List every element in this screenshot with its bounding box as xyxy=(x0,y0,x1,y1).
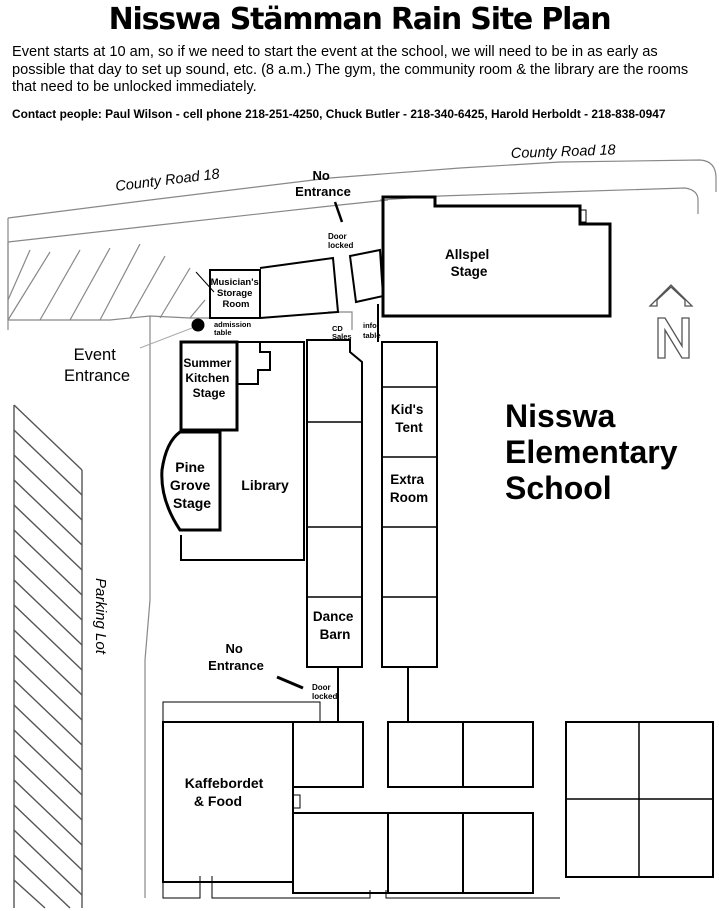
bottom-outline xyxy=(163,702,320,722)
door-locked-top-label: Door locked xyxy=(328,232,354,250)
door-block xyxy=(350,250,383,302)
extra-room-label: Extra Room xyxy=(389,472,429,505)
musicians-storage-label: Musician's Storage Room xyxy=(210,277,259,310)
event-entrance-label: Event Entrance xyxy=(63,346,131,385)
school-name-label: Nisswa Elementary School xyxy=(505,398,678,506)
pine-grove-label: Pine Grove Stage xyxy=(169,459,212,511)
allspel-stage-label: Allspel Stage xyxy=(444,247,490,279)
county-road-right-label: County Road 18 xyxy=(510,142,616,162)
parking-lot-label: Parking Lot xyxy=(92,578,109,654)
info-table-label: info table xyxy=(363,321,381,340)
cd-sales-label: CD Sales xyxy=(332,324,352,341)
summer-kitchen-label: Summer Kitchen Stage xyxy=(183,356,232,400)
allspel-stage-room xyxy=(383,197,610,316)
dance-barn-label: Dance Barn xyxy=(312,609,354,642)
door-locked-bottom-label: Door locked xyxy=(312,683,338,701)
intro-line: Event starts at 10 am, so if we need to start the event at the school, we will need to be in as early as xyxy=(12,44,658,60)
contact-people: Contact people: Paul Wilson - cell phone 218-251-4250, Chuck Butler - 218-340-6425, Harold Herboldt - 218-838-0947 xyxy=(12,107,666,121)
intro-line: possible that day to set up sound, etc. (8 a.m.) The gym, the community room & the library are the rooms xyxy=(12,61,689,78)
no-entrance-top-label: No Entrance xyxy=(295,168,351,199)
storage-annex xyxy=(260,258,338,318)
kaffebordet-label: Kaffebordet & Food xyxy=(184,775,264,809)
library-label: Library xyxy=(241,477,289,493)
north-arrow-icon xyxy=(650,285,692,358)
intro-line: that need to be unlocked immediately. xyxy=(12,79,257,95)
admission-table-label: admission table xyxy=(214,320,252,337)
no-entrance-bottom-label: No Entrance xyxy=(208,641,264,673)
kids-tent-label: Kid's Tent xyxy=(390,402,424,435)
county-road-left-label: County Road 18 xyxy=(114,166,221,195)
parking-stripes xyxy=(14,405,82,908)
entrance-dot-icon xyxy=(192,319,205,332)
page-title: Nisswa Stämman Rain Site Plan xyxy=(108,2,611,37)
entrance-pointer xyxy=(140,328,192,348)
